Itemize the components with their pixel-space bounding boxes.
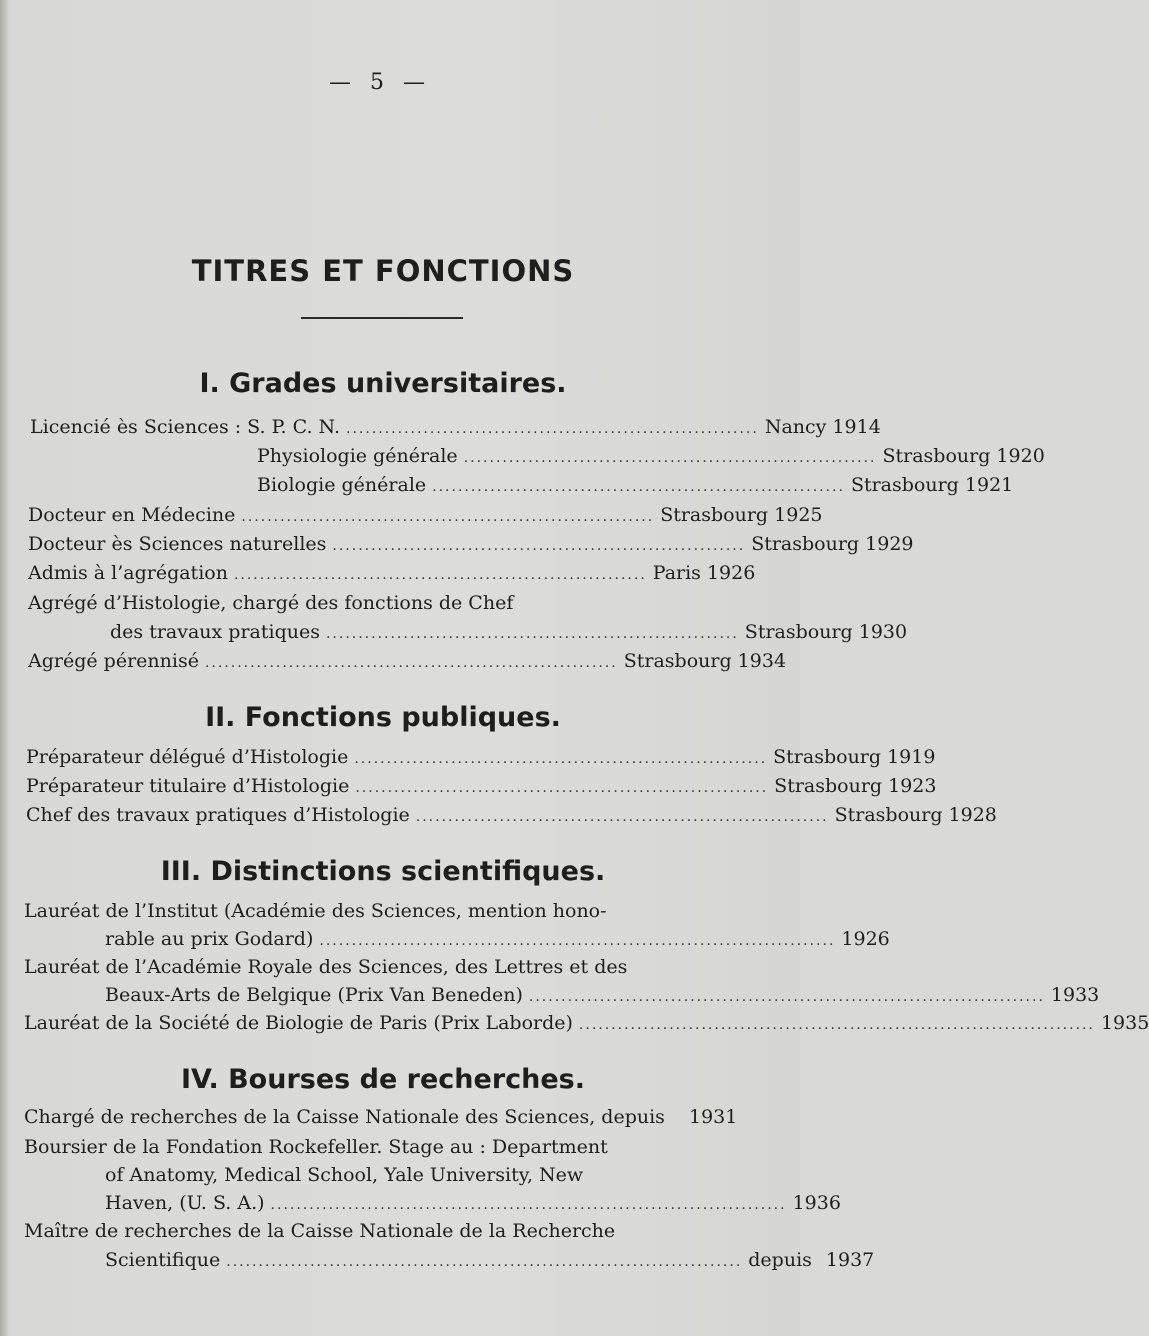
leader-dots: ................................................................ — [233, 567, 647, 583]
leader-dots: ................................................................................ — [270, 1197, 787, 1213]
entry-place: Strasbourg 1925 — [660, 504, 823, 526]
leader-dots: ................................................................ — [415, 809, 829, 825]
entry-label: Biologie générale — [257, 474, 427, 496]
entry-label: Préparateur titulaire d’Histologie — [26, 775, 350, 797]
leader-dots: ................................................................ — [204, 655, 618, 671]
entry-row — [105, 926, 890, 954]
section-heading-grades: I. Grades universitaires. — [199, 368, 567, 399]
entry-place: Strasbourg 1920 — [882, 445, 1045, 467]
entry-place: 1926 — [841, 928, 890, 950]
page-number: — 5 — — [329, 70, 431, 95]
entry-label: rable au prix Godard) — [105, 928, 314, 950]
leader-dots: ................................................................................ — [528, 989, 1045, 1005]
entry-place: 1931 — [689, 1106, 738, 1128]
entry-place: Paris 1926 — [652, 562, 756, 584]
leader-dots: ................................................................................ — [578, 1017, 1095, 1033]
entry-label: des travaux pratiques — [110, 621, 320, 643]
entry-place: Strasbourg 1919 — [773, 746, 936, 768]
leader-dots: ................................................................ — [463, 450, 877, 466]
entry-row — [110, 619, 908, 647]
entry-suffix: depuis — [748, 1249, 812, 1271]
entry-place: Nancy 1914 — [764, 416, 881, 438]
entry-line: Maître de recherches de la Caisse Nationale de la Recherche — [24, 1220, 616, 1242]
entry-line: of Anatomy, Medical School, Yale University, New — [105, 1164, 584, 1186]
leader-dots: ................................................................ — [325, 626, 739, 642]
entry-label: Lauréat de la Société de Biologie de Paris (Prix Laborde) — [24, 1012, 573, 1034]
page-title: TITRES ET FONCTIONS — [191, 254, 575, 288]
entry-row — [28, 502, 823, 530]
entry-row — [30, 414, 881, 442]
entry-label: Chef des travaux pratiques d’Histologie — [26, 804, 410, 826]
section-heading-fonctions: II. Fonctions publiques. — [205, 702, 561, 733]
section-heading-distinctions: III. Distinctions scientifiques. — [160, 856, 606, 887]
entry-place: 1933 — [1050, 984, 1100, 1006]
entry-row — [26, 802, 997, 830]
leader-dots: ................................................................................ — [226, 1254, 743, 1270]
leader-dots: ................................................................ — [346, 421, 759, 437]
entry-label: Docteur en Médecine — [28, 504, 236, 526]
leader-dots: ................................................................ — [332, 538, 746, 554]
entry-place: 1937 — [825, 1249, 875, 1271]
entry-place: Strasbourg 1930 — [744, 621, 908, 643]
leader-dots: ................................................................ — [241, 509, 655, 525]
entry-place: 1935 — [1100, 1012, 1149, 1034]
entry-place: Strasbourg 1921 — [850, 474, 1014, 496]
entry-label: Physiologie générale — [257, 445, 458, 467]
entry-place: 1936 — [792, 1192, 841, 1214]
entry-row — [24, 1010, 1149, 1038]
entry-line: Lauréat de l’Institut (Académie des Sciences, mention hono- — [24, 900, 607, 922]
entry-line: Boursier de la Fondation Rockefeller. Stage au : Department — [24, 1136, 608, 1158]
leader-dots: ................................................................ — [432, 479, 845, 495]
leader-dots: ................................................................ — [354, 751, 768, 767]
entry-line: Lauréat de l’Académie Royale des Sciences, des Lettres et des — [24, 956, 628, 978]
entry-label: Agrégé pérennisé — [28, 650, 199, 672]
entry-label: Beaux-Arts de Belgique (Prix Van Beneden) — [105, 984, 523, 1006]
entry-row — [26, 773, 937, 801]
entry-place: Strasbourg 1929 — [751, 533, 914, 555]
page-spine — [0, 0, 8, 1336]
title-rule — [301, 317, 463, 319]
entry-row — [257, 472, 1014, 500]
entry-place: Strasbourg 1934 — [623, 650, 787, 672]
entry-place: Strasbourg 1928 — [834, 804, 997, 826]
entry-label: Haven, (U. S. A.) — [105, 1192, 265, 1214]
entry-line: Agrégé d’Histologie, chargé des fonctions de Chef — [28, 592, 514, 614]
entry-row — [105, 982, 1100, 1010]
entry-label: Scientifique — [105, 1249, 221, 1271]
entry-label: Admis à l’agrégation — [28, 562, 228, 584]
entry-place: Strasbourg 1923 — [774, 775, 937, 797]
entry-row — [105, 1190, 841, 1218]
entry-row — [28, 648, 787, 676]
entry-row — [28, 560, 756, 588]
leader-dots: ................................................................ — [355, 780, 769, 796]
leader-dots: ................................................................................ — [319, 933, 836, 949]
entry-row — [26, 744, 936, 772]
entry-label: Docteur ès Sciences naturelles — [28, 533, 327, 555]
section-heading-bourses: IV. Bourses de recherches. — [180, 1064, 586, 1095]
entry-label: Licencié ès Sciences : S. P. C. N. — [30, 416, 341, 438]
entry-row — [105, 1247, 875, 1275]
entry-row — [257, 443, 1045, 471]
entry-label: Préparateur délégué d’Histologie — [26, 746, 349, 768]
entry-line: Chargé de recherches de la Caisse Nationale des Sciences, depuis — [24, 1106, 665, 1128]
entry-row — [28, 531, 914, 559]
